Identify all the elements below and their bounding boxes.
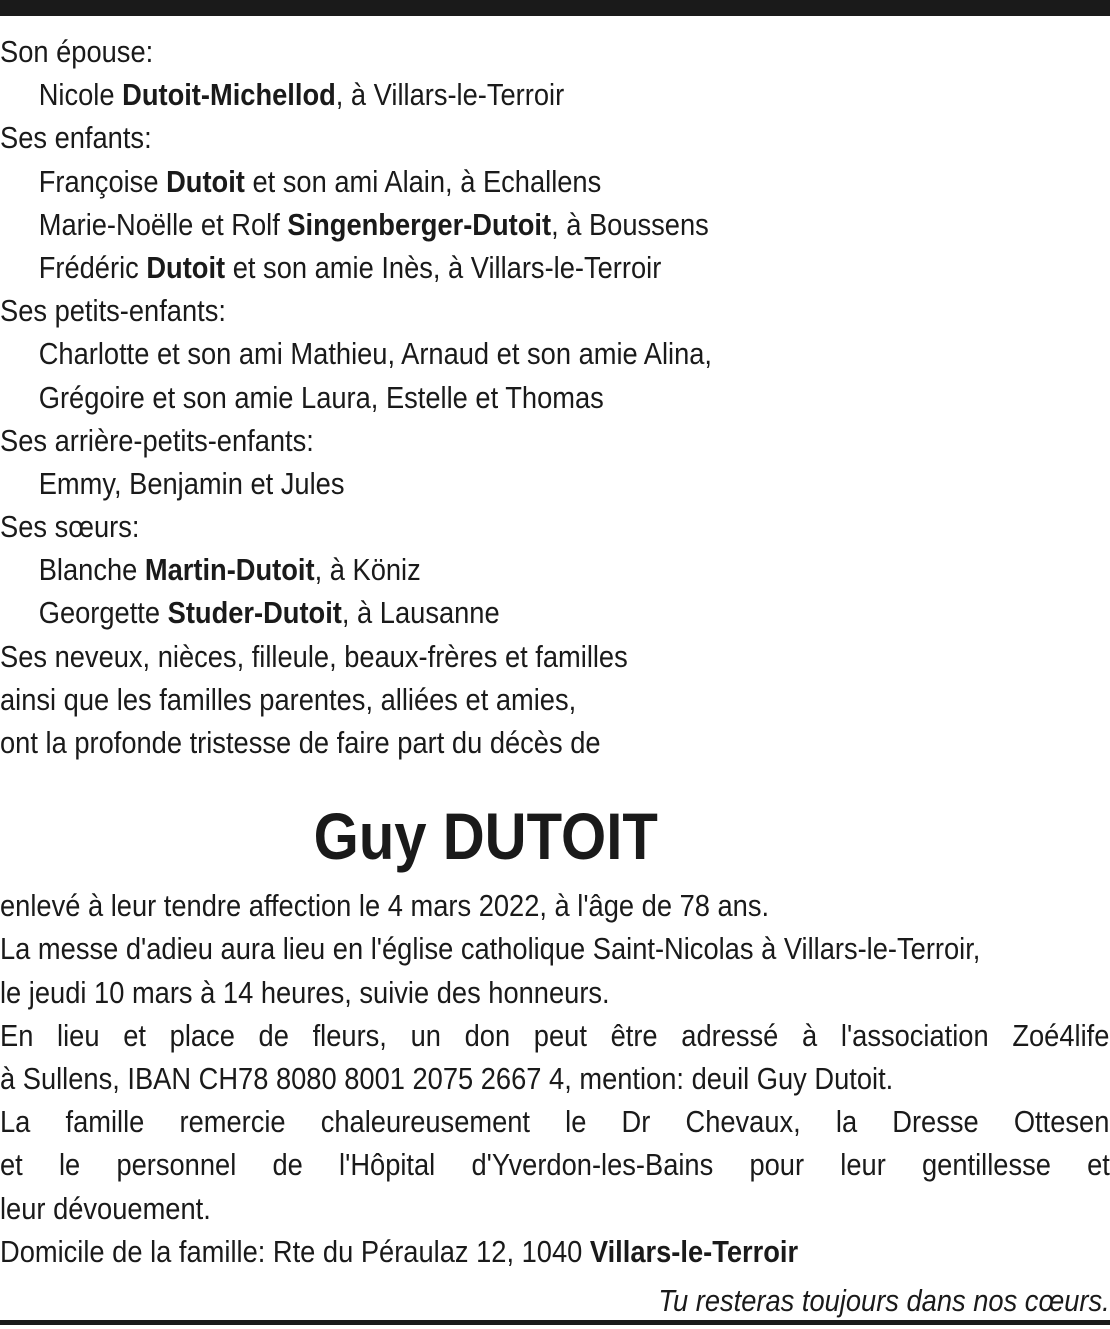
child-entry: Frédéric Dutoit et son amie Inès, à Villars-le-Terroir xyxy=(38,249,662,285)
notice-body xyxy=(0,884,1110,1273)
bottom-rule xyxy=(0,1320,1110,1325)
body-line: à Sullens, IBAN CH78 8080 8001 2075 2667 4, mention: deuil Guy Dutoit. xyxy=(0,1060,894,1096)
closing-line: ont la profonde tristesse de faire part du décès de xyxy=(0,725,601,760)
death-notice xyxy=(0,30,1110,1322)
deceased-name: Guy DUTOIT xyxy=(313,799,658,874)
sister-entry: Georgette Studer-Dutoit, à Lausanne xyxy=(38,595,500,631)
great-grandchildren-heading: Ses arrière-petits-enfants: xyxy=(0,422,314,458)
closing-line: Ses neveux, nièces, filleule, beaux-frères et familles xyxy=(0,638,628,674)
sister-entry: Blanche Martin-Dutoit, à Köniz xyxy=(38,552,421,588)
spouse-entry: Nicole Dutoit-Michellod, à Villars-le-Terroir xyxy=(38,77,565,113)
great-grandchildren-line: Emmy, Benjamin et Jules xyxy=(38,465,345,501)
grandchildren-line: Grégoire et son amie Laura, Estelle et Thomas xyxy=(38,379,604,415)
body-line: enlevé à leur tendre affection le 4 mars 2022, à l'âge de 78 ans. xyxy=(0,888,770,924)
body-line: La messe d'adieu aura lieu en l'église catholique Saint-Nicolas à Villars-le-Terroir, xyxy=(0,931,981,967)
closing-quote: Tu resteras toujours dans nos cœurs. xyxy=(658,1282,1110,1318)
body-line: et le personnel de l'Hôpital d'Yverdon-les-Bains pour leur gentillesse et xyxy=(0,1147,1110,1183)
body-line: En lieu et place de fleurs, un don peut être adressé à l'association Zoé4life xyxy=(0,1017,1110,1053)
address-line: Domicile de la famille: Rte du Péraulaz 12, 1040 Villars-le-Terroir xyxy=(0,1233,799,1269)
grandchildren-line: Charlotte et son ami Mathieu, Arnaud et son amie Alina, xyxy=(38,336,713,372)
children-heading: Ses enfants: xyxy=(0,120,152,156)
body-line: le jeudi 10 mars à 14 heures, suivie des honneurs. xyxy=(0,974,610,1010)
spouse-heading: Son épouse: xyxy=(0,34,154,69)
child-entry: Marie-Noëlle et Rolf Singenberger-Dutoit, à Boussens xyxy=(38,206,709,242)
child-entry: Françoise Dutoit et son ami Alain, à Echallens xyxy=(38,163,602,199)
body-line: La famille remercie chaleureusement le Dr Chevaux, la Dresse Ottesen xyxy=(0,1104,1110,1140)
closing-line: ainsi que les familles parentes, alliées et amies, xyxy=(0,681,577,717)
body-line: leur dévouement. xyxy=(0,1190,211,1226)
top-rule xyxy=(0,0,1110,16)
sisters-heading: Ses sœurs: xyxy=(0,509,140,545)
grandchildren-heading: Ses petits-enfants: xyxy=(0,293,226,329)
